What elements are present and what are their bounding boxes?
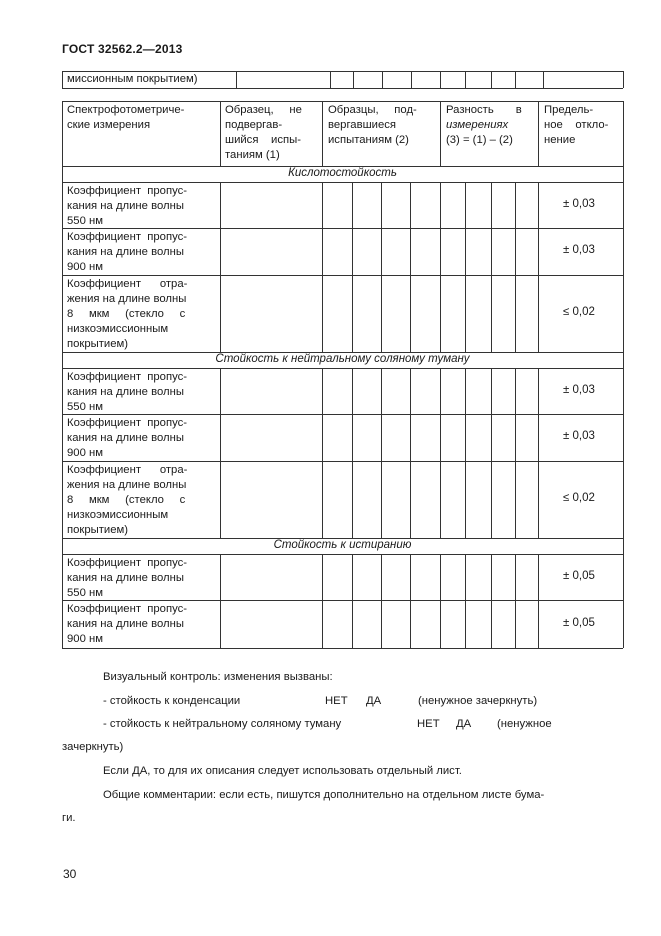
tolerance-value: ± 0,03: [563, 198, 595, 210]
section-title-acid-resistance: Кислотостойкость: [288, 167, 397, 179]
tolerance-value: ≤ 0,02: [563, 306, 595, 318]
section-title-salt-fog: Стойкость к нейтральному соляному туману: [215, 353, 470, 365]
tolerance-value: ≤ 0,02: [563, 492, 595, 504]
condensation-no: НЕТ: [325, 695, 348, 707]
salt-fog-no: НЕТ: [417, 718, 440, 730]
if-yes-paragraph: Если ДА, то для их описания следует использовать отдельный лист.: [103, 765, 462, 777]
section-title-abrasion: Стойкость к истиранию: [273, 539, 412, 551]
tolerance-value: ± 0,03: [563, 430, 595, 442]
tolerance-value: ± 0,05: [563, 570, 595, 582]
page-number: 30: [63, 867, 77, 881]
fragment-text: миссионным покрытием): [67, 73, 198, 85]
tolerance-value: ± 0,05: [563, 617, 595, 629]
salt-fog-yes: ДА: [456, 718, 472, 730]
visual-control-paragraph: Визуальный контроль: изменения вызваны:: [103, 671, 333, 683]
document-header: ГОСТ 32562.2—2013: [62, 42, 183, 56]
tolerance-value: ± 0,03: [563, 244, 595, 256]
tolerance-value: ± 0,03: [563, 384, 595, 396]
condensation-yes: ДА: [366, 695, 382, 707]
